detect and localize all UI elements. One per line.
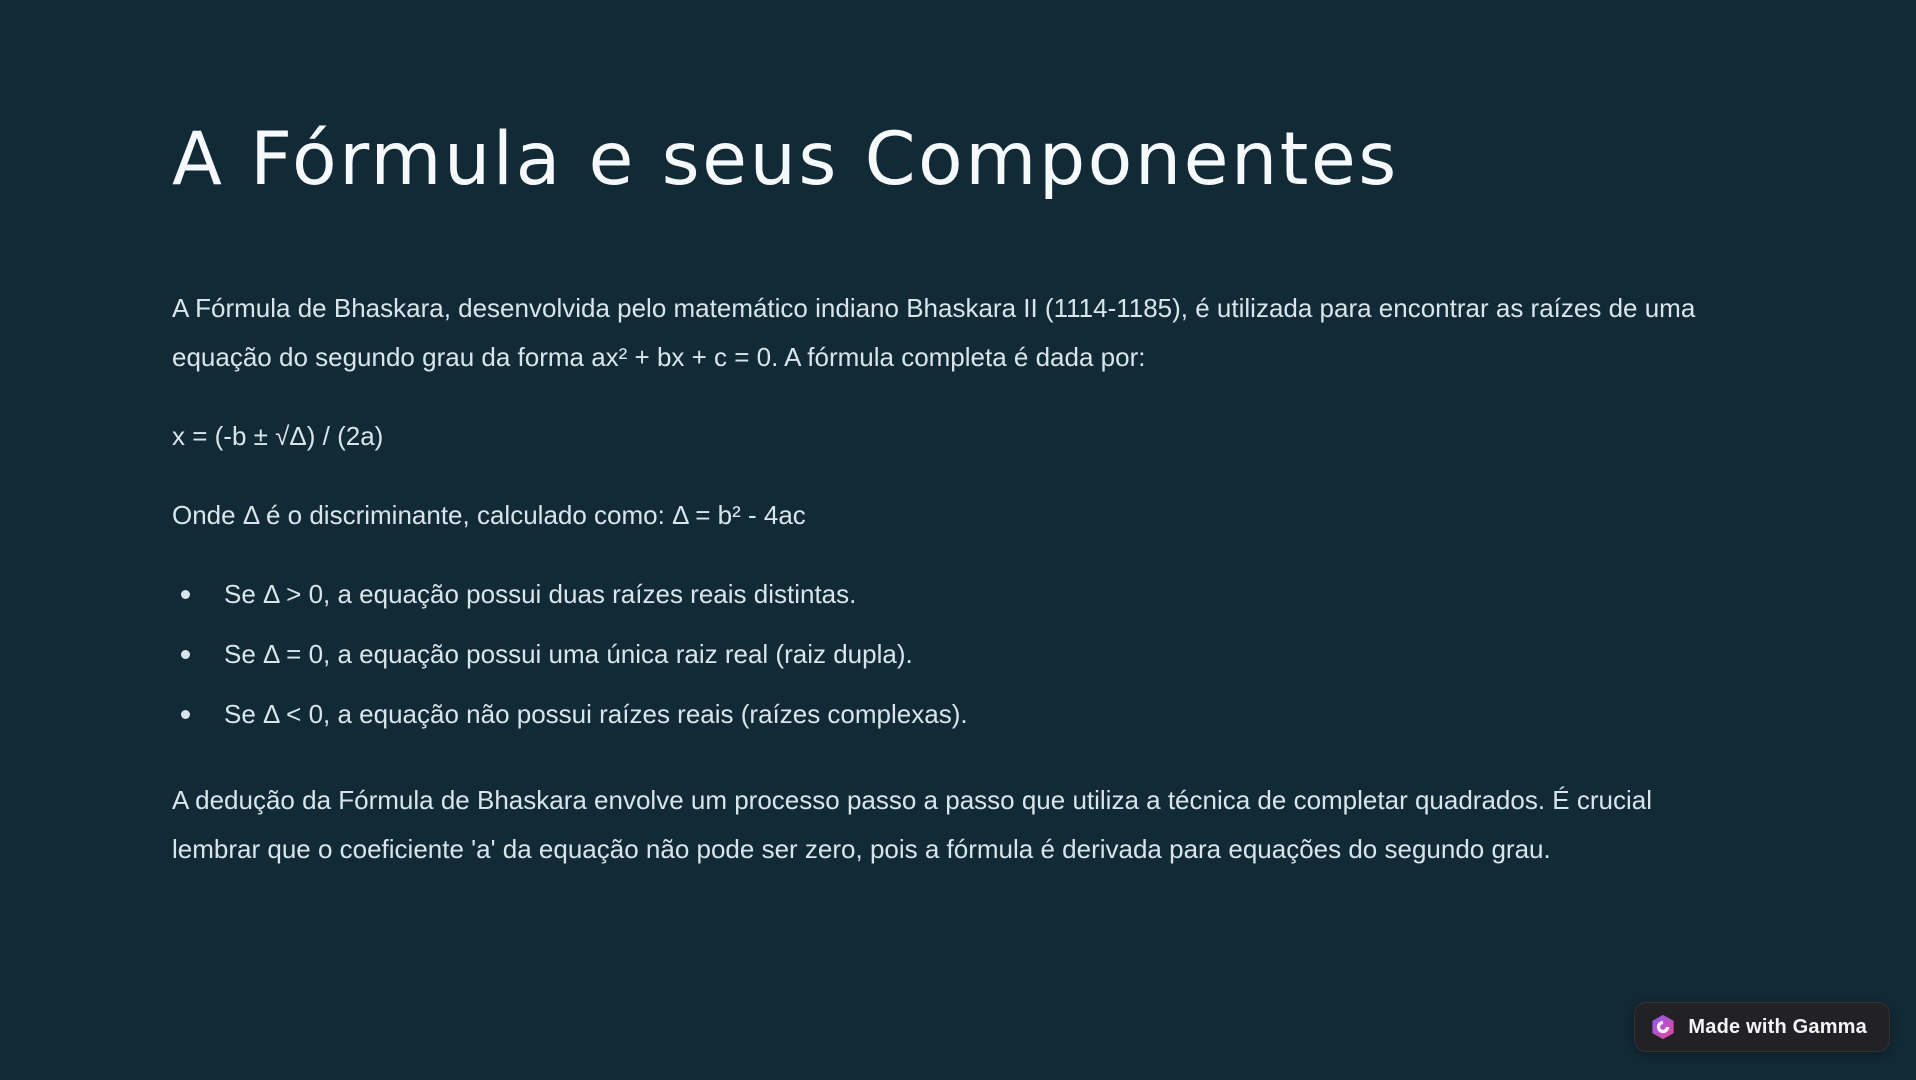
list-item-text: Se Δ < 0, a equação não possui raízes reais (raízes complexas). bbox=[224, 699, 968, 730]
bullet-icon bbox=[181, 650, 190, 659]
list-item bbox=[172, 690, 1726, 739]
list-item bbox=[172, 630, 1726, 679]
discriminant-cases-list bbox=[172, 570, 1726, 739]
page-title: A Fórmula e seus Componentes bbox=[172, 117, 1399, 202]
intro-paragraph: A Fórmula de Bhaskara, desenvolvida pelo matemático indiano Bhaskara II (1114-1185), é utilizada para encontrar as raízes de uma equação do segundo grau da forma ax² + bx + c = 0. A fórmula completa é dada por: bbox=[172, 293, 1696, 373]
discriminant-definition: Onde Δ é o discriminante, calculado como: Δ = b² - 4ac bbox=[172, 500, 806, 531]
bullet-icon bbox=[181, 710, 190, 719]
made-with-gamma-badge[interactable] bbox=[1634, 1002, 1890, 1052]
bhaskara-formula-text: x = (-b ± √Δ) / (2a) bbox=[172, 421, 384, 452]
list-item bbox=[172, 570, 1726, 619]
deduction-paragraph: A dedução da Fórmula de Bhaskara envolve um processo passo a passo que utiliza a técnica de completar quadrados. É crucial lembrar que o coeficiente 'a' da equação não pode ser zero, pois a fórmula é derivada para equações do segundo grau. bbox=[172, 785, 1652, 865]
badge-label: Made with Gamma bbox=[1688, 1015, 1867, 1038]
list-item-text: Se Δ > 0, a equação possui duas raízes reais distintas. bbox=[224, 579, 857, 610]
list-item-text: Se Δ = 0, a equação possui uma única raiz real (raiz dupla). bbox=[224, 639, 913, 670]
gamma-logo-icon bbox=[1650, 1014, 1676, 1040]
bullet-icon bbox=[181, 590, 190, 599]
